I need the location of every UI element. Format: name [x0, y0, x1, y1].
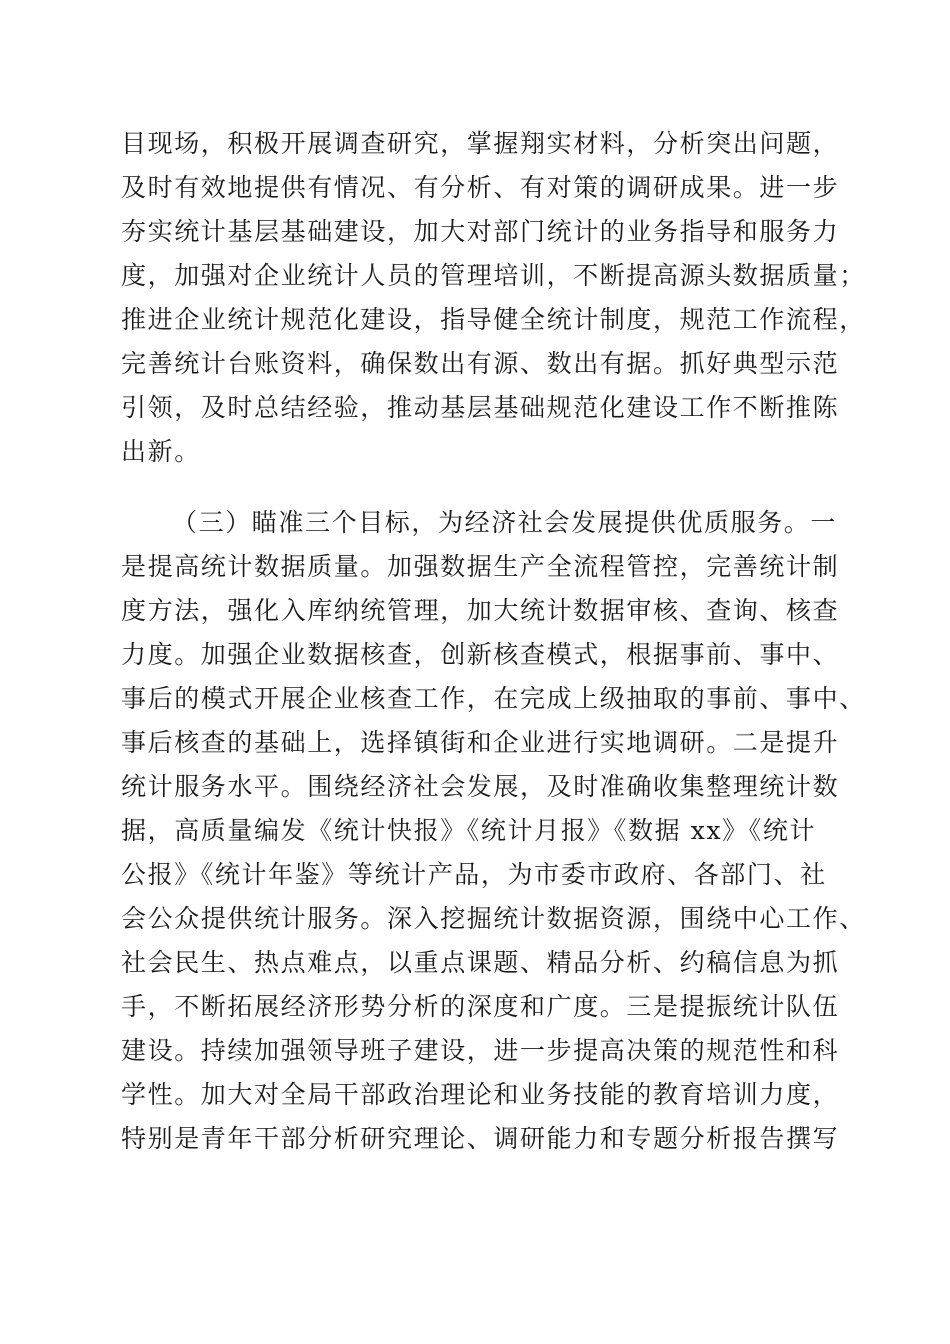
- text-line: 特别是青年干部分析研究理论、调研能力和专题分析报告撰写: [121, 1124, 840, 1153]
- text-line: 出新。: [121, 437, 201, 466]
- text-line: 推进企业统计规范化建设，指导健全统计制度，规范工作流程，: [121, 305, 866, 334]
- text-line: 完善统计台账资料，确保数出有源、数出有据。抓好典型示范: [121, 349, 840, 378]
- text-line: 学性。加大对全局干部政治理论和业务技能的教育培训力度，: [121, 1080, 840, 1109]
- text-line: 是提高统计数据质量。加强数据生产全流程管控，完善统计制: [121, 552, 840, 581]
- text-line: 统计服务水平。围绕经济社会发展，及时准确收集整理统计数: [121, 772, 840, 801]
- text-line: 事后核查的基础上，选择镇街和企业进行实地调研。二是提升: [121, 728, 840, 757]
- text-line: 夯实统计基层基础建设，加大对部门统计的业务指导和服务力: [121, 217, 840, 246]
- text-line: 手，不断拓展经济形势分析的深度和广度。三是提振统计队伍: [121, 992, 840, 1021]
- text-line: 度，加强对企业统计人员的管理培训，不断提高源头数据质量；: [121, 261, 866, 290]
- text-line: 引领，及时总结经验，推动基层基础规范化建设工作不断推陈: [121, 393, 840, 422]
- text-line: 及时有效地提供有情况、有分析、有对策的调研成果。进一步: [121, 173, 840, 202]
- text-line: 据，高质量编发《统计快报》《统计月报》《数据 xx》《统计: [121, 816, 817, 845]
- text-line: 目现场，积极开展调查研究，掌握翔实材料，分析突出问题，: [121, 129, 840, 158]
- text-line: 事后的模式开展企业核查工作，在完成上级抽取的事前、事中、: [121, 684, 866, 713]
- text-line: 公报》《统计年鉴》等统计产品，为市委市政府、各部门、社: [121, 860, 827, 889]
- text-line: 会公众提供统计服务。深入挖掘统计数据资源，围绕中心工作、: [121, 904, 866, 933]
- section-heading-line: （三）瞄准三个目标，为经济社会发展提供优质服务。一: [172, 508, 838, 537]
- text-line: 度方法，强化入库纳统管理，加大统计数据审核、查询、核查: [121, 596, 840, 625]
- text-line: 力度。加强企业数据核查，创新核查模式，根据事前、事中、: [121, 640, 840, 669]
- text-line: 建设。持续加强领导班子建设，进一步提高决策的规范性和科: [121, 1036, 840, 1065]
- text-line: 社会民生、热点难点，以重点课题、精品分析、约稿信息为抓: [121, 948, 840, 977]
